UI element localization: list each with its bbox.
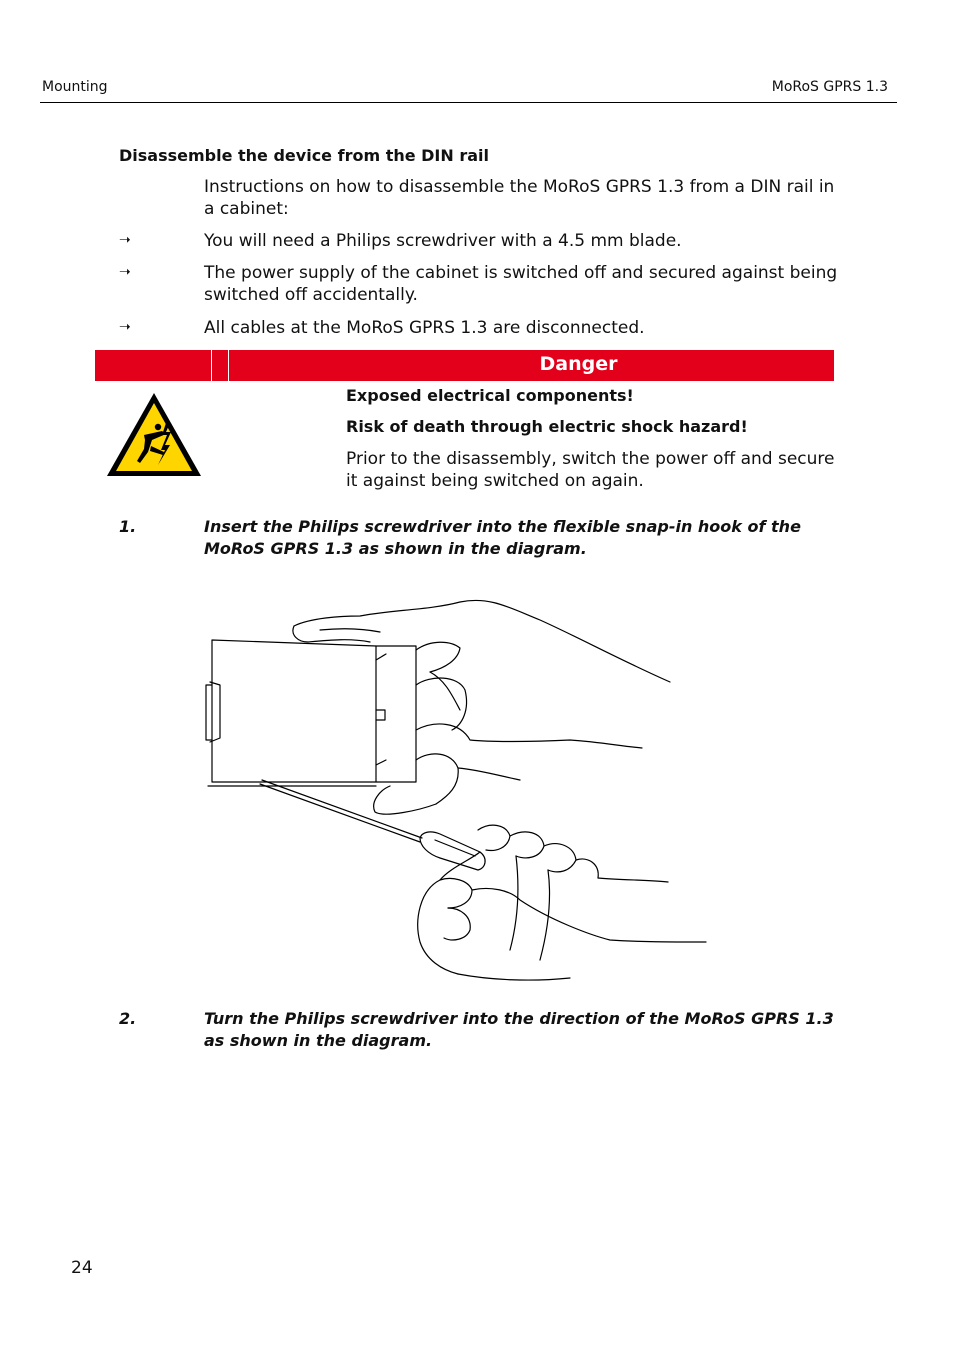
header-section: Mounting xyxy=(42,79,108,95)
page-number: 24 xyxy=(71,1258,93,1278)
prereq-item: You will need a Philips screwdriver with a 4.5 mm blade. xyxy=(204,231,682,251)
danger-risk: Risk of death through electric shock hazard! xyxy=(346,417,748,436)
danger-banner xyxy=(95,350,834,381)
prereq-item: All cables at the MoRoS GPRS 1.3 are disconnected. xyxy=(204,318,645,338)
step-number: 2. xyxy=(119,1009,137,1028)
header-product: MoRoS GPRS 1.3 xyxy=(771,79,888,95)
header-divider xyxy=(40,102,897,103)
step-number: 1. xyxy=(119,517,137,536)
prereq-item: The power supply of the cabinet is switched off and secured against being switched off accidentally. xyxy=(204,263,838,305)
prereq-arrow-icon: ➝ xyxy=(119,232,131,248)
hands-screwdriver-device-illustration xyxy=(190,590,710,990)
danger-heading: Exposed electrical components! xyxy=(346,386,634,405)
step-text: Turn the Philips screwdriver into the direction of the MoRoS GPRS 1.3 as shown in the diagram. xyxy=(204,1009,834,1050)
danger-divider xyxy=(211,350,212,381)
danger-divider xyxy=(228,350,229,381)
step-text: Insert the Philips screwdriver into the flexible snap-in hook of the MoRoS GPRS 1.3 as shown in the diagram. xyxy=(204,517,801,558)
section-title: Disassemble the device from the DIN rail xyxy=(119,146,489,165)
danger-label: Danger xyxy=(539,353,618,375)
prereq-arrow-icon: ➝ xyxy=(119,319,131,335)
prereq-arrow-icon: ➝ xyxy=(119,264,131,280)
intro-text: Instructions on how to disassemble the MoRoS GPRS 1.3 from a DIN rail in a cabinet: xyxy=(204,177,835,219)
electric-shock-hazard-icon xyxy=(104,390,204,480)
danger-instruction: Prior to the disassembly, switch the power off and secure it against being switched on again. xyxy=(346,449,835,491)
